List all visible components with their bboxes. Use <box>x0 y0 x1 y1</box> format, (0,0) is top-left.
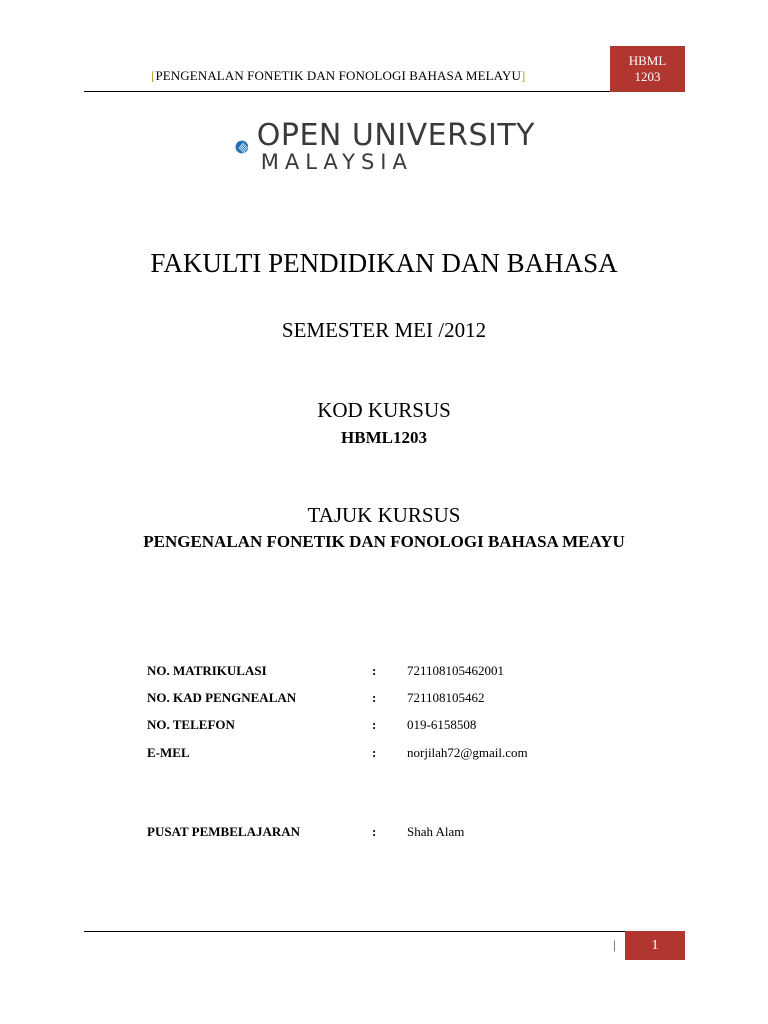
logo-line1: OPEN UNIVERSITY <box>256 118 535 153</box>
info-value: 019-6158508 <box>407 717 477 732</box>
info-label: E-MEL <box>147 745 190 760</box>
faculty-title: FAKULTI PENDIDIKAN DAN BAHASA <box>150 248 618 278</box>
header-bracket-open: [ <box>151 68 156 83</box>
info-label: NO. TELEFON <box>147 717 235 732</box>
info-colon: : <box>372 824 377 839</box>
header-title: PENGENALAN FONETIK DAN FONOLOGI BAHASA MELAYU <box>155 68 521 83</box>
semester: SEMESTER MEI /2012 <box>281 318 487 342</box>
course-title-value: PENGENALAN FONETIK DAN FONOLOGI BAHASA MEAYU <box>143 532 625 551</box>
running-header <box>151 68 525 84</box>
info-value: Shah Alam <box>407 824 465 839</box>
code-box-line1: HBML <box>628 53 667 68</box>
info-value: 721108105462001 <box>407 663 505 678</box>
course-code-box <box>610 46 685 92</box>
info-colon: : <box>372 745 377 760</box>
logo-line2: MALAYSIA <box>260 150 413 174</box>
page-number-box <box>625 931 685 960</box>
course-code-label: KOD KURSUS <box>317 398 451 422</box>
info-label: NO. KAD PENGNEALAN <box>147 690 297 705</box>
info-label: NO. MATRIKULASI <box>147 663 267 678</box>
header-rule <box>84 91 610 92</box>
code-box-line2: 1203 <box>634 69 661 84</box>
logo-wordmark <box>256 118 535 174</box>
oum-globe-icon <box>235 122 249 172</box>
footer-separator: | <box>613 937 616 952</box>
header-bracket-close: ] <box>520 68 526 83</box>
info-colon: : <box>372 690 377 705</box>
info-colon: : <box>372 663 377 678</box>
info-value: 721108105462 <box>407 690 485 705</box>
footer-rule <box>84 931 625 932</box>
info-value: norjilah72@gmail.com <box>407 745 528 760</box>
university-logo <box>235 118 535 176</box>
course-title-label: TAJUK KURSUS <box>307 503 461 527</box>
info-colon: : <box>372 717 377 732</box>
page-number: 1 <box>651 937 659 953</box>
course-code-value: HBML1203 <box>341 428 427 447</box>
info-label: PUSAT PEMBELAJARAN <box>147 824 301 839</box>
